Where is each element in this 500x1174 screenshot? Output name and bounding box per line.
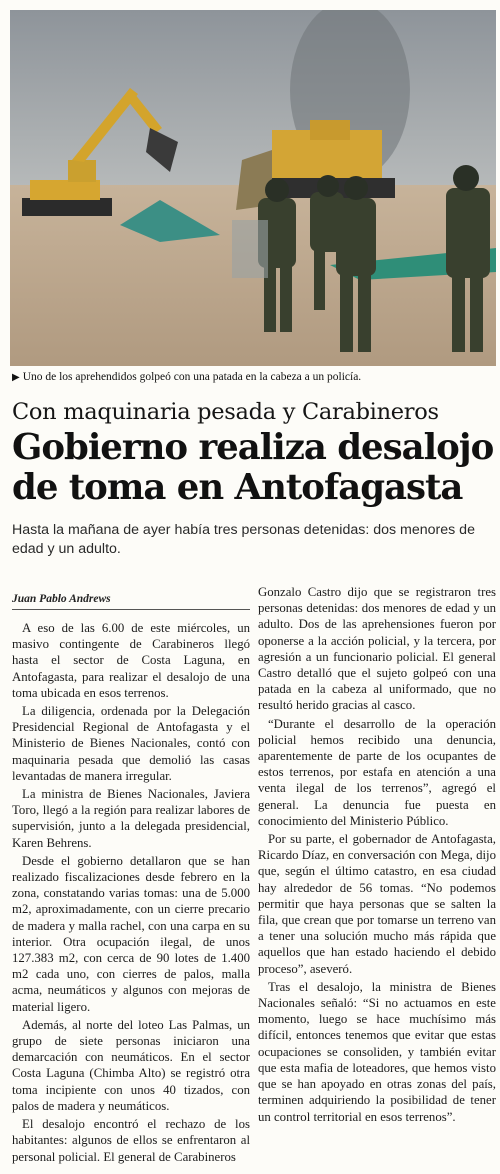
caption-marker-icon: ▶ (12, 372, 20, 383)
headline-line-2: de toma en Antofagasta (12, 467, 463, 508)
byline: Juan Pablo Andrews (12, 592, 250, 610)
paragraph: Tras el desalojo, la ministra de Bienes Nacionales señaló: “Si no actuamos en este momento, luego se hace muchísimo más difícil, entonces tenemos que evitar que estas ocupaciones se consoliden, y también evitar que esta mafia de loteadores, que hemos visto que se han apoyado en otras zonas del país, terminen adquiriendo la posibilidad de tener un control territorial en esos terrenos”. (258, 979, 496, 1124)
paragraph: Desde el gobierno detallaron que se han realizado fiscalizaciones desde febrero en la zona, constatando varias tomas: una de 5.000 m2, aproximadamente, con un cierre precario de madera y malla rachel, con una carpa en su interior. Otra ocupación ilegal, de unos 127.383 m2, con cerca de 90 lotes de 1.400 m2 cada uno, con cierres de palos, malla acma, neumáticos y algunos con mejoras de material ligero. (12, 853, 250, 1014)
main-headline (12, 428, 496, 508)
photo-image (10, 10, 496, 366)
paragraph: La diligencia, ordenada por la Delegación Presidencial Regional de Antofagasta y el Ministerio de Bienes Nacionales, contó con maquinaria pesada que demolió las casas levantadas de manera irregular. (12, 704, 250, 783)
paragraph: Gonzalo Castro dijo que se registraron tres personas detenidas: dos menores de edad y un adulto. Dos de las aprehensiones fueron por oponerse a la acción policial, y la tercera, por agresión a un funcionario policial. El general Castro detalló que el sujeto golpeó con una patada en la cabeza al uniformado, que no resultó herido gracias al casco. (258, 585, 496, 713)
deck-summary: Hasta la mañana de ayer había tres personas detenidas: dos menores de edad y un adulto. (12, 522, 475, 557)
paragraph: Además, al norte del loteo Las Palmas, un grupo de siete personas iniciaron una demarcación con neumáticos. En el sector Costa Laguna (Chimba Alto) se registró otra toma incipiente con unos 40 tizados, con palos de madera y neumáticos. (12, 1017, 250, 1113)
paragraph: “Durante el desarrollo de la operación policial hemos recibido una denuncia, aparentemente de parte de los ocupantes de estos terrenos, por estafa en atención a una venta ilegal de los terrenos”, agregó el general. La denuncia fue puesta en conocimiento del Ministerio Público. (258, 716, 496, 828)
news-photo (10, 10, 496, 366)
headline-line-1: Gobierno realiza desalojo (12, 427, 494, 468)
kicker-headline: Con maquinaria pesada y Carabineros (12, 399, 439, 425)
paragraph: La ministra de Bienes Nacionales, Javiera Toro, llegó a la región para realizar labores de supervisión, junto a la delegada presidencial, Karen Behrens. (12, 787, 250, 850)
paragraph: Por su parte, el gobernador de Antofagasta, Ricardo Díaz, en conversación con Mega, dijo que, según el último catastro, en esa ciudad hay alrededor de 56 tomas. “No podemos permitir que haya personas que se salten la fila, que crean que por tomarse un terreno van a tener una solución mucho más rápida que aquellos que han estado haciendo el debido proceso”, aseveró. (258, 832, 496, 976)
paragraph: El desalojo encontró el rechazo de los habitantes: algunos de ellos se enfrentaron al personal policial. El general de Carabineros (12, 1117, 250, 1164)
photo-caption (12, 370, 496, 385)
article-column-right (258, 584, 496, 1127)
article-column-left (12, 592, 250, 1167)
caption-text: Uno de los aprehendidos golpeó con una patada en la cabeza a un policía. (22, 371, 362, 383)
paragraph: A eso de las 6.00 de este miércoles, un masivo contingente de Carabineros llegó hasta el sector de Costa Laguna, en Antofagasta, para realizar el desalojo de una toma ubicada en esos terrenos. (12, 621, 250, 700)
